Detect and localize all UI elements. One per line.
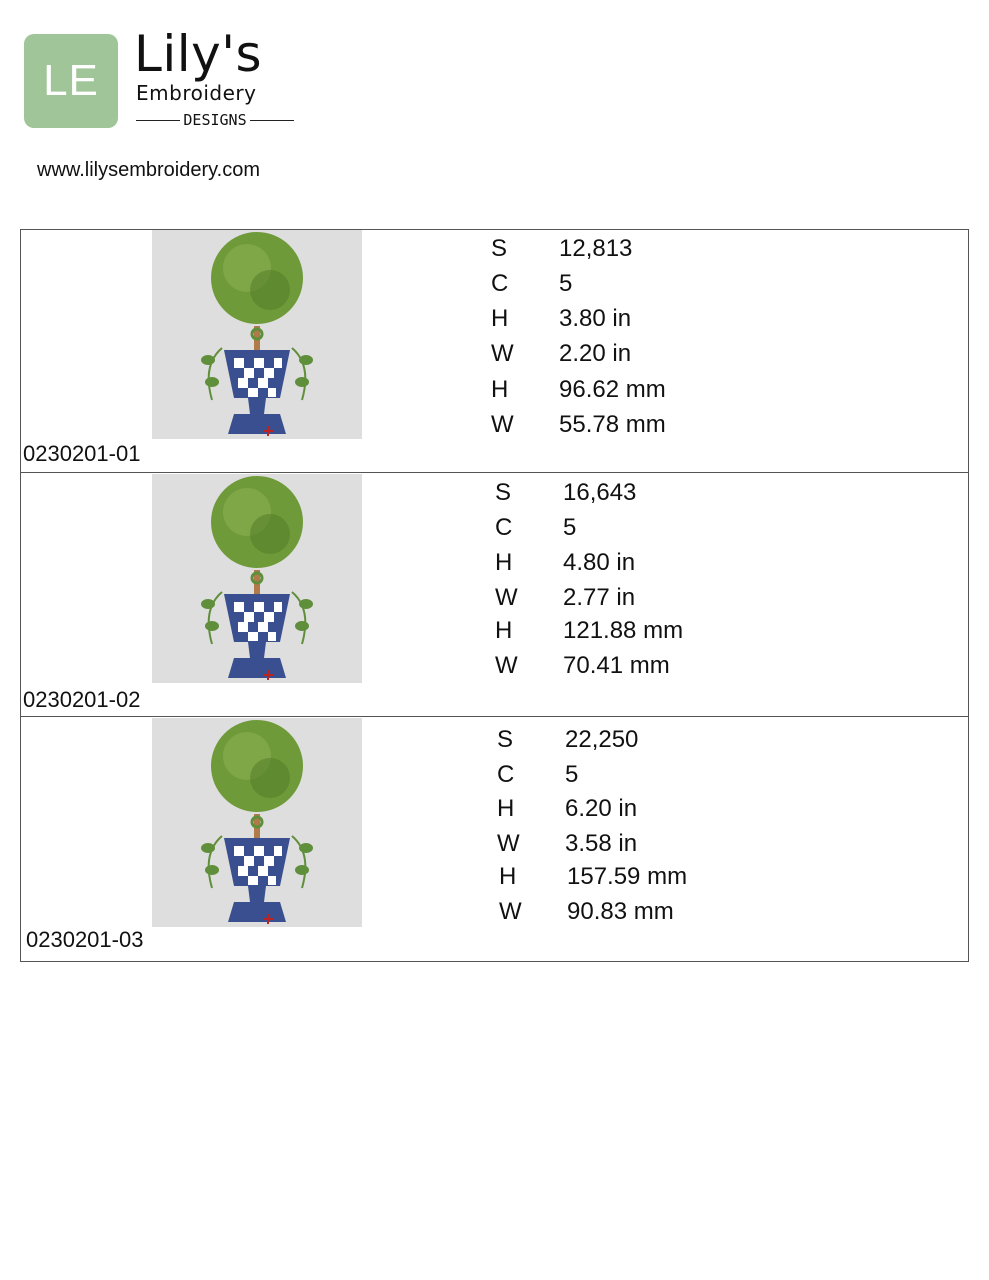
- design-thumbnail[interactable]: [152, 718, 362, 927]
- spec-key: H: [491, 305, 509, 332]
- spec-key: W: [499, 898, 522, 925]
- spec-key: W: [491, 411, 514, 438]
- spec-key: C: [495, 514, 513, 541]
- design-row: [21, 718, 968, 961]
- topiary-image: [152, 474, 362, 683]
- topiary-image: [152, 718, 362, 927]
- spec-value: 2.20 in: [559, 340, 632, 367]
- spec-value: 22,250: [565, 726, 639, 753]
- spec-key: C: [497, 761, 515, 788]
- brand-subtitle: Embroidery: [136, 81, 257, 105]
- tagline-rule-left: [136, 120, 180, 121]
- spec-key: W: [495, 652, 518, 679]
- spec-key: H: [491, 376, 509, 403]
- brand-tagline-block: [136, 110, 294, 130]
- design-code: 0230201-03: [26, 927, 144, 952]
- spec-value: 96.62 mm: [559, 376, 666, 403]
- spec-value: 16,643: [563, 479, 637, 506]
- spec-value: 121.88 mm: [563, 617, 684, 644]
- spec-key: S: [491, 235, 508, 262]
- spec-key: C: [491, 270, 509, 297]
- tagline-rule-right: [250, 120, 294, 121]
- spec-value: 55.78 mm: [559, 411, 666, 438]
- design-spec-table: [20, 229, 969, 962]
- spec-key: H: [497, 795, 515, 822]
- design-row: [21, 230, 968, 473]
- spec-key: S: [497, 726, 514, 753]
- spec-value: 5: [565, 761, 579, 788]
- spec-value: 3.80 in: [559, 305, 632, 332]
- spec-key: W: [491, 340, 514, 367]
- spec-value: 157.59 mm: [567, 863, 688, 890]
- design-thumbnail[interactable]: [152, 474, 362, 683]
- spec-value: 5: [559, 270, 573, 297]
- spec-key: W: [495, 584, 518, 611]
- spec-value: 12,813: [559, 235, 633, 262]
- spec-value: 3.58 in: [565, 830, 638, 857]
- brand-name: Lily's: [134, 25, 263, 83]
- spec-value: 5: [563, 514, 577, 541]
- design-code: 0230201-02: [23, 687, 141, 712]
- spec-key: H: [495, 549, 513, 576]
- spec-key: W: [497, 830, 520, 857]
- spec-key: H: [495, 617, 513, 644]
- design-row: [21, 474, 968, 717]
- spec-value: 4.80 in: [563, 549, 636, 576]
- topiary-image: [152, 230, 362, 439]
- spec-value: 2.77 in: [563, 584, 636, 611]
- spec-value: 6.20 in: [565, 795, 638, 822]
- logo-badge: LE: [24, 34, 118, 128]
- brand-tagline: DESIGNS: [183, 111, 247, 129]
- spec-key: S: [495, 479, 512, 506]
- website-link[interactable]: www.lilysembroidery.com: [37, 159, 261, 181]
- spec-value: 90.83 mm: [567, 898, 674, 925]
- spec-key: H: [499, 863, 517, 890]
- design-code: 0230201-01: [23, 441, 141, 466]
- spec-value: 70.41 mm: [563, 652, 670, 679]
- design-thumbnail[interactable]: [152, 230, 362, 439]
